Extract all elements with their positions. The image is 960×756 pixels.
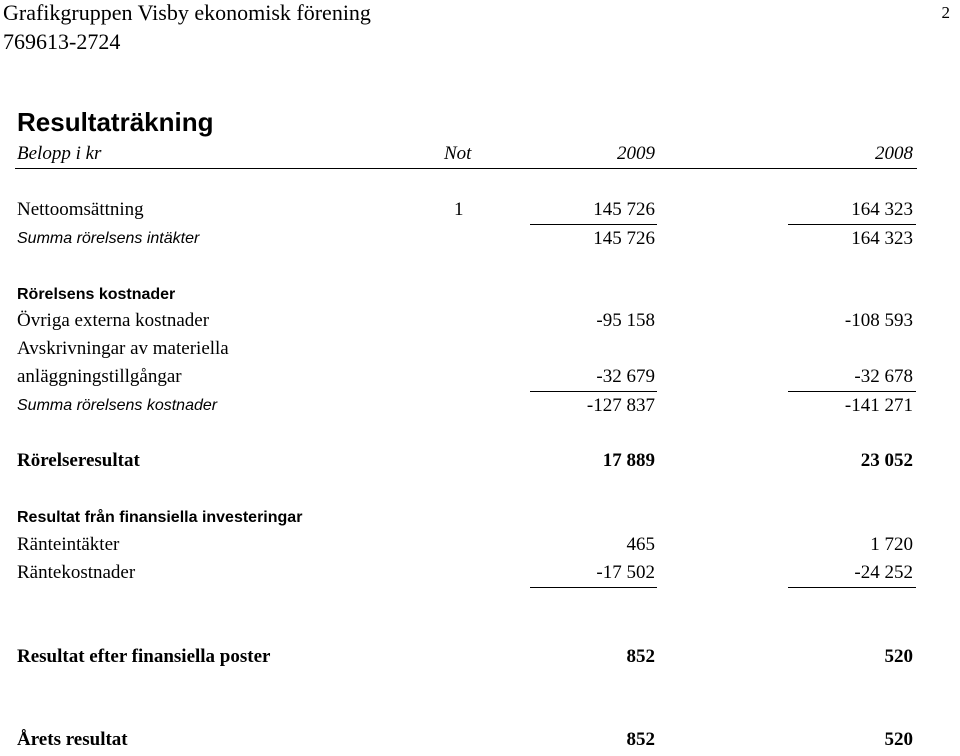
value-2008: -32 678 bbox=[854, 366, 913, 387]
value-2009: -95 158 bbox=[596, 310, 655, 331]
row-label: anläggningstillgångar bbox=[17, 366, 182, 387]
value-2008: -108 593 bbox=[844, 310, 913, 331]
row-depreciation-fixed-assets bbox=[0, 366, 960, 392]
value-2008: -24 252 bbox=[854, 562, 913, 583]
row-label: Resultat från finansiella investeringar bbox=[17, 509, 303, 526]
header-rule bbox=[15, 168, 917, 169]
value-2008: 164 323 bbox=[851, 228, 913, 249]
underline-2008 bbox=[788, 587, 916, 588]
underline-2009 bbox=[530, 587, 657, 588]
value-2009: 145 726 bbox=[593, 228, 655, 249]
underline-2009 bbox=[530, 391, 657, 392]
row-label: Ränteintäkter bbox=[17, 534, 120, 555]
row-result-after-financial-items bbox=[0, 646, 960, 672]
value-2008: 1 720 bbox=[870, 534, 913, 555]
column-header-amount-unit: Belopp i kr bbox=[17, 143, 102, 164]
row-operating-result bbox=[0, 450, 960, 476]
row-total-operating-expenses bbox=[0, 395, 960, 421]
value-2009: -127 837 bbox=[586, 395, 655, 416]
row-label: Resultat efter finansiella poster bbox=[17, 646, 271, 667]
value-2008: -141 271 bbox=[844, 395, 913, 416]
underline-2008 bbox=[788, 391, 916, 392]
page-number: 2 bbox=[941, 3, 950, 22]
row-label: Årets resultat bbox=[17, 729, 128, 750]
row-net-result-for-year bbox=[0, 729, 960, 755]
row-total-operating-income bbox=[0, 228, 960, 254]
value-2008: 520 bbox=[884, 729, 913, 750]
value-2009: 852 bbox=[626, 646, 655, 667]
row-label: Summa rörelsens intäkter bbox=[17, 230, 200, 247]
underline-2008 bbox=[788, 224, 916, 225]
organization-name: Grafikgruppen Visby ekonomisk förening bbox=[3, 0, 371, 25]
row-financial-items-heading bbox=[0, 507, 960, 533]
row-interest-expenses bbox=[0, 562, 960, 588]
value-2008: 520 bbox=[884, 646, 913, 667]
organization-number: 769613-2724 bbox=[3, 29, 121, 54]
value-2009: -32 679 bbox=[596, 366, 655, 387]
value-2009: 17 889 bbox=[602, 450, 655, 471]
row-operating-expenses-heading bbox=[0, 284, 960, 310]
value-2009: 852 bbox=[626, 729, 655, 750]
row-label: Övriga externa kostnader bbox=[17, 310, 210, 331]
row-label: Räntekostnader bbox=[17, 562, 136, 583]
row-note: 1 bbox=[454, 199, 464, 220]
value-2008: 23 052 bbox=[860, 450, 913, 471]
row-label: Avskrivningar av materiella bbox=[17, 338, 229, 359]
row-label: Summa rörelsens kostnader bbox=[17, 397, 218, 414]
row-net-sales bbox=[0, 199, 960, 225]
row-interest-income bbox=[0, 534, 960, 560]
row-label: Rörelsens kostnader bbox=[17, 286, 176, 303]
row-label: Rörelseresultat bbox=[17, 450, 140, 471]
row-depreciation-label bbox=[0, 338, 960, 364]
report-title: Resultaträkning bbox=[17, 107, 214, 137]
value-2009: -17 502 bbox=[596, 562, 655, 583]
row-label: Nettoomsättning bbox=[17, 199, 144, 220]
row-other-external-expenses bbox=[0, 310, 960, 336]
column-header-note: Not bbox=[444, 143, 472, 164]
column-header-2008: 2008 bbox=[875, 143, 913, 164]
value-2009: 145 726 bbox=[593, 199, 655, 220]
value-2009: 465 bbox=[626, 534, 655, 555]
column-header-2009: 2009 bbox=[617, 143, 655, 164]
value-2008: 164 323 bbox=[851, 199, 913, 220]
underline-2009 bbox=[530, 224, 657, 225]
